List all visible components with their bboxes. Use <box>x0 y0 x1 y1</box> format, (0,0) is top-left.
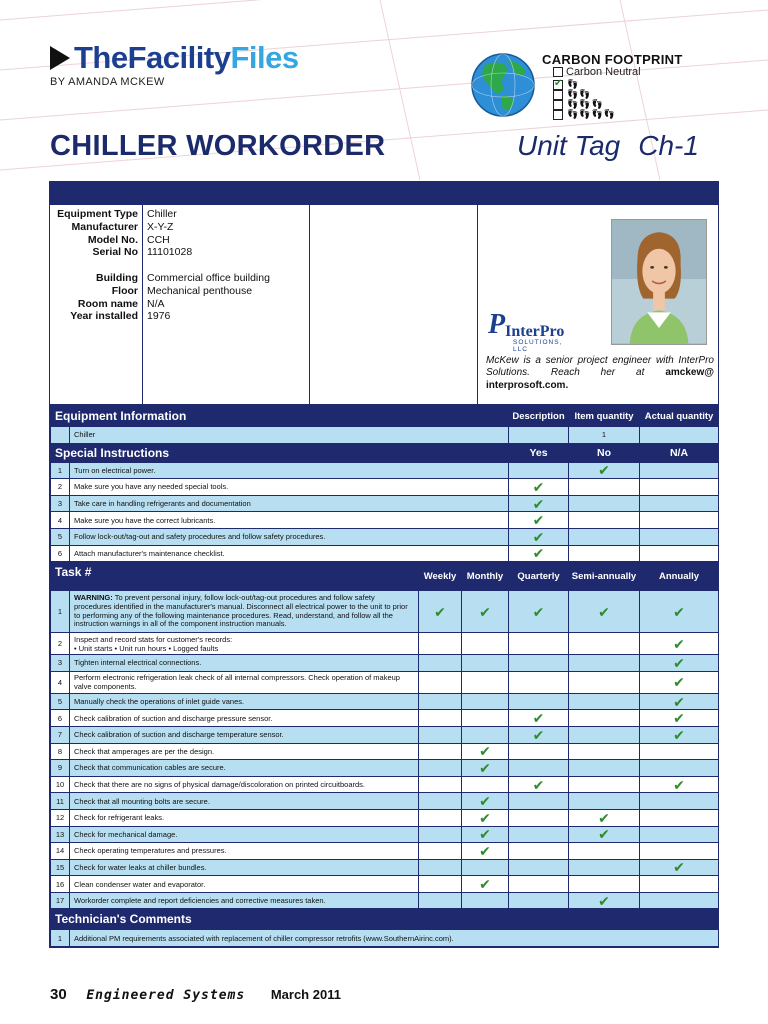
task-check-cell <box>419 726 462 743</box>
interpro-sub: SOLUTIONS, LLC <box>513 339 563 353</box>
instruction-text: Make sure you have any needed special tools. <box>70 479 509 496</box>
instruction-na-cell <box>640 479 719 496</box>
value-equipment-type: Chiller <box>147 208 177 220</box>
globe-icon <box>470 52 536 118</box>
task-check-cell: ✔ <box>462 826 509 843</box>
brand-part-2: Facility <box>127 40 231 75</box>
task-number: 1 <box>51 591 70 633</box>
task-check-cell: ✔ <box>640 633 719 655</box>
task-check-cell <box>462 892 509 909</box>
task-row <box>51 671 719 693</box>
task-check-cell <box>569 633 640 655</box>
task-check-cell: ✔ <box>640 859 719 876</box>
task-number: 11 <box>51 793 70 810</box>
instruction-na-cell <box>640 528 719 545</box>
task-check-cell: ✔ <box>640 591 719 633</box>
instruction-number: 6 <box>51 545 70 562</box>
instruction-number: 1 <box>51 462 70 479</box>
task-check-cell <box>419 693 462 710</box>
task-check-cell <box>569 710 640 727</box>
task-check-cell <box>509 859 569 876</box>
instruction-na-cell <box>640 512 719 529</box>
byline: BY AMANDA MCKEW <box>50 76 165 88</box>
task-check-cell: ✔ <box>462 843 509 860</box>
task-text: Clean condenser water and evaporator. <box>70 876 419 893</box>
instruction-row <box>51 512 719 529</box>
comment-number: 1 <box>51 930 70 947</box>
equipment-details <box>50 205 718 405</box>
task-check-cell <box>462 710 509 727</box>
bio-text: McKew is a senior project engineer with InterPro Solutions. Reach her at <box>486 355 714 379</box>
equipment-row <box>51 427 719 444</box>
unit-tag-label: Unit Tag <box>517 130 621 161</box>
task-text: Check that amperages are per the design. <box>70 743 419 760</box>
label-manufacturer: Manufacturer <box>71 220 138 233</box>
task-check-cell <box>569 859 640 876</box>
task-text: Check that communication cables are secure. <box>70 760 419 777</box>
instruction-number: 4 <box>51 512 70 529</box>
task-check-cell: ✔ <box>640 776 719 793</box>
task-check-cell: ✔ <box>640 710 719 727</box>
interpro-name: InterPro <box>505 323 565 340</box>
task-number: 9 <box>51 760 70 777</box>
task-check-cell <box>509 892 569 909</box>
task-text: Check for mechanical damage. <box>70 826 419 843</box>
task-check-cell <box>509 760 569 777</box>
task-check-cell: ✔ <box>509 710 569 727</box>
task-check-cell <box>569 671 640 693</box>
value-room-name: N/A <box>147 297 165 310</box>
label-floor: Floor <box>111 284 138 297</box>
task-number: 8 <box>51 743 70 760</box>
interpro-mark: P <box>488 309 506 340</box>
footprint-icon: 👣 <box>591 109 603 119</box>
instruction-yes-cell: ✔ <box>509 528 569 545</box>
task-check-cell <box>462 671 509 693</box>
task-text: Check operating temperatures and pressures. <box>70 843 419 860</box>
task-row <box>51 859 719 876</box>
task-number: 14 <box>51 843 70 860</box>
instruction-no-cell <box>569 495 640 512</box>
task-check-cell <box>462 655 509 672</box>
checkbox-icon <box>553 100 563 110</box>
task-row <box>51 843 719 860</box>
task-check-cell <box>569 876 640 893</box>
task-check-cell <box>640 743 719 760</box>
instruction-no-cell: ✔ <box>569 462 640 479</box>
footprint-icon: 👣 <box>579 89 591 99</box>
task-header <box>51 562 719 591</box>
task-number: 10 <box>51 776 70 793</box>
task-check-cell <box>462 726 509 743</box>
workorder-form <box>49 181 719 948</box>
task-text: Check for water leaks at chiller bundles. <box>70 859 419 876</box>
instruction-number: 3 <box>51 495 70 512</box>
footprint-icon: 👣 <box>567 89 579 99</box>
task-text <box>70 633 419 655</box>
author-photo <box>611 219 707 345</box>
task-number: 15 <box>51 859 70 876</box>
task-check-cell: ✔ <box>462 809 509 826</box>
author-bio <box>486 355 714 392</box>
task-check-cell <box>640 826 719 843</box>
task-check-cell <box>419 760 462 777</box>
task-check-cell <box>419 876 462 893</box>
task-check-cell <box>509 876 569 893</box>
workorder-table <box>50 405 719 947</box>
task-check-cell: ✔ <box>640 655 719 672</box>
value-building: Commercial office building <box>147 271 270 284</box>
task-check-cell <box>640 760 719 777</box>
task-text: Check calibration of suction and discharge pressure sensor. <box>70 710 419 727</box>
warning-text: To prevent personal injury, follow lock-out/tag-out procedures and follow safety procedures identified in the manufacturer's manual. Disconnect all electrical power to the unit to prior to performing any of the following maintenance procedures. Read, understand, and follow all the instruction warnings in all of the component instruction manuals. <box>74 593 408 629</box>
value-model-no: CCH <box>147 233 170 246</box>
task-check-cell <box>509 671 569 693</box>
warning-label: WARNING: <box>74 593 113 603</box>
task-row <box>51 591 719 633</box>
instruction-number: 5 <box>51 528 70 545</box>
value-floor: Mechanical penthouse <box>147 284 253 297</box>
task-check-cell: ✔ <box>569 892 640 909</box>
task-title: Task # <box>51 562 419 591</box>
task-check-cell: ✔ <box>569 809 640 826</box>
task-check-cell <box>640 843 719 860</box>
unit-tag <box>517 130 699 162</box>
task-check-cell <box>419 655 462 672</box>
col-quarterly: Quarterly <box>509 562 569 591</box>
comment-row <box>51 930 719 947</box>
value-year-installed: 1976 <box>147 310 171 323</box>
special-instructions-header <box>51 443 719 462</box>
task-check-cell <box>419 633 462 655</box>
task-row <box>51 826 719 843</box>
checkbox-icon <box>553 67 563 77</box>
task-row <box>51 809 719 826</box>
task-row <box>51 876 719 893</box>
task-check-cell <box>419 776 462 793</box>
instruction-no-cell <box>569 512 640 529</box>
footprint-icon: 👣 <box>579 99 591 109</box>
task-check-cell: ✔ <box>462 591 509 633</box>
task-number: 2 <box>51 633 70 655</box>
task-row <box>51 693 719 710</box>
instruction-text: Attach manufacturer's maintenance checklist. <box>70 545 509 562</box>
task-text: Tighten internal electrical connections. <box>70 655 419 672</box>
page-title: CHILLER WORKORDER <box>50 130 386 162</box>
task-check-cell: ✔ <box>462 743 509 760</box>
brand-logo <box>50 40 299 76</box>
instruction-text: Turn on electrical power. <box>70 462 509 479</box>
task-check-cell <box>569 760 640 777</box>
footprint-icon: 👣 <box>603 109 615 119</box>
task-check-cell: ✔ <box>640 671 719 693</box>
label-model-no: Model No. <box>87 233 138 246</box>
col-na: N/A <box>640 443 719 462</box>
task-number: 16 <box>51 876 70 893</box>
instruction-yes-cell: ✔ <box>509 495 569 512</box>
task-row <box>51 760 719 777</box>
comment-text: Additional PM requirements associated with replacement of chiller compressor retrofits (www.SouthernAirinc.com). <box>70 930 719 947</box>
task-check-cell <box>419 710 462 727</box>
col-no: No <box>569 443 640 462</box>
task-number: 12 <box>51 809 70 826</box>
brand-part-3: Files <box>230 40 299 75</box>
task-check-cell: ✔ <box>640 693 719 710</box>
task-check-cell <box>419 671 462 693</box>
task-number: 3 <box>51 655 70 672</box>
task-check-cell: ✔ <box>462 793 509 810</box>
task-text: Perform electronic refrigeration leak check of all internal compressors. Check operation of makeup valve components. <box>70 671 419 693</box>
task-check-cell <box>509 843 569 860</box>
task-number: 17 <box>51 892 70 909</box>
instruction-row <box>51 545 719 562</box>
task-text-line-2: • Unit starts • Unit run hours • Logged faults <box>74 643 219 653</box>
col-actual-quantity: Actual quantity <box>640 406 719 427</box>
form-top-bar <box>50 182 718 205</box>
equipment-info-title: Equipment Information <box>51 406 509 427</box>
details-labels <box>50 205 143 404</box>
instruction-text: Take care in handling refrigerants and documentation <box>70 495 509 512</box>
equipment-row-actual-qty <box>640 427 719 444</box>
task-check-cell <box>462 693 509 710</box>
label-equipment-type: Equipment Type <box>57 208 138 220</box>
task-check-cell: ✔ <box>640 726 719 743</box>
task-check-cell: ✔ <box>569 826 640 843</box>
instruction-na-cell <box>640 545 719 562</box>
task-text: Check that all mounting bolts are secure. <box>70 793 419 810</box>
instruction-row <box>51 528 719 545</box>
task-check-cell <box>509 633 569 655</box>
special-instructions-title: Special Instructions <box>51 443 509 462</box>
task-text <box>70 591 419 633</box>
instruction-yes-cell: ✔ <box>509 545 569 562</box>
task-number: 13 <box>51 826 70 843</box>
task-check-cell <box>419 843 462 860</box>
task-text: Check calibration of suction and discharge temperature sensor. <box>70 726 419 743</box>
footprint-icon: 👣 <box>567 109 579 119</box>
instruction-no-cell <box>569 479 640 496</box>
instruction-yes-cell: ✔ <box>509 512 569 529</box>
label-year-installed: Year installed <box>70 310 138 323</box>
task-text-line-1: Inspect and record stats for customer's records: <box>74 634 233 644</box>
task-check-cell <box>509 743 569 760</box>
instruction-number: 2 <box>51 479 70 496</box>
task-row <box>51 655 719 672</box>
task-check-cell <box>462 776 509 793</box>
footprint-icon: 👣 <box>579 109 591 119</box>
task-check-cell <box>569 726 640 743</box>
task-row <box>51 892 719 909</box>
unit-tag-value: Ch-1 <box>638 130 699 161</box>
task-text: Check for refrigerant leaks. <box>70 809 419 826</box>
instruction-na-cell <box>640 462 719 479</box>
equipment-row-item-qty: 1 <box>569 427 640 444</box>
task-check-cell <box>569 693 640 710</box>
task-row <box>51 633 719 655</box>
task-row <box>51 776 719 793</box>
task-check-cell <box>509 809 569 826</box>
carbon-row <box>553 109 615 120</box>
task-row <box>51 793 719 810</box>
label-building: Building <box>96 271 138 284</box>
author-profile <box>478 205 718 404</box>
task-row <box>51 710 719 727</box>
task-check-cell <box>509 693 569 710</box>
magazine-name: Engineered Systems <box>86 988 246 1003</box>
instruction-row <box>51 495 719 512</box>
value-manufacturer: X-Y-Z <box>147 220 174 233</box>
instruction-na-cell <box>640 495 719 512</box>
task-check-cell <box>419 892 462 909</box>
task-check-cell <box>569 655 640 672</box>
task-text: Check that there are no signs of physical damage/discoloration on printed circuitboards. <box>70 776 419 793</box>
instruction-row <box>51 462 719 479</box>
task-check-cell: ✔ <box>419 591 462 633</box>
task-check-cell <box>419 743 462 760</box>
equipment-row-blank <box>51 427 70 444</box>
task-text: Workorder complete and report deficiencies and corrective measures taken. <box>70 892 419 909</box>
task-check-cell: ✔ <box>509 591 569 633</box>
task-text: Manually check the operations of inlet guide vanes. <box>70 693 419 710</box>
task-check-cell <box>509 826 569 843</box>
equipment-info-header <box>51 406 719 427</box>
task-check-cell <box>462 859 509 876</box>
equipment-row-name: Chiller <box>70 427 509 444</box>
task-number: 5 <box>51 693 70 710</box>
play-arrow-icon <box>50 46 70 70</box>
equipment-row-description <box>509 427 569 444</box>
task-check-cell <box>640 876 719 893</box>
footprint-icon: 👣 <box>591 99 603 109</box>
details-values <box>143 205 310 404</box>
task-row <box>51 726 719 743</box>
instruction-row <box>51 479 719 496</box>
col-item-quantity: Item quantity <box>569 406 640 427</box>
col-yes: Yes <box>509 443 569 462</box>
task-check-cell <box>419 826 462 843</box>
page-number: 30 <box>50 986 67 1003</box>
task-check-cell: ✔ <box>569 591 640 633</box>
technician-comments-title: Technician's Comments <box>51 909 719 930</box>
instruction-text: Make sure you have the correct lubricants. <box>70 512 509 529</box>
task-check-cell <box>419 859 462 876</box>
carbon-neutral-label: Carbon Neutral <box>566 66 641 78</box>
instruction-yes-cell: ✔ <box>509 479 569 496</box>
task-check-cell <box>419 809 462 826</box>
col-semiannually: Semi-annually <box>569 562 640 591</box>
task-check-cell <box>569 743 640 760</box>
instruction-text: Follow lock-out/tag-out and safety procedures and follow safety procedures. <box>70 528 509 545</box>
technician-comments-header <box>51 909 719 930</box>
footprint-icon: 👣 <box>567 79 579 89</box>
instruction-no-cell <box>569 528 640 545</box>
task-check-cell: ✔ <box>509 726 569 743</box>
task-number: 4 <box>51 671 70 693</box>
bio-email: amckew@ interprosoft.com. <box>486 367 714 391</box>
col-description: Description <box>509 406 569 427</box>
col-weekly: Weekly <box>419 562 462 591</box>
task-check-cell <box>569 793 640 810</box>
carbon-row <box>553 66 641 78</box>
footprint-icon: 👣 <box>567 99 579 109</box>
checkbox-icon <box>553 110 563 120</box>
task-row <box>51 743 719 760</box>
task-check-cell <box>569 843 640 860</box>
blank-cell <box>310 205 478 404</box>
interpro-logo <box>488 309 565 353</box>
checked-box-icon <box>553 80 563 90</box>
task-check-cell <box>509 793 569 810</box>
col-annually: Annually <box>640 562 719 591</box>
task-check-cell <box>462 633 509 655</box>
task-check-cell: ✔ <box>462 876 509 893</box>
value-serial-no: 11101028 <box>147 246 193 259</box>
task-check-cell: ✔ <box>462 760 509 777</box>
instruction-yes-cell <box>509 462 569 479</box>
carbon-footprint-title: CARBON FOOTPRINT <box>542 52 683 67</box>
task-number: 6 <box>51 710 70 727</box>
label-serial-no: Serial No <box>92 246 138 259</box>
label-room-name: Room name <box>77 297 138 310</box>
page-footer <box>50 986 341 1003</box>
task-check-cell <box>640 809 719 826</box>
task-check-cell <box>509 655 569 672</box>
brand-part-1: The <box>74 40 128 75</box>
task-check-cell <box>640 793 719 810</box>
instruction-no-cell <box>569 545 640 562</box>
task-number: 7 <box>51 726 70 743</box>
task-check-cell <box>419 793 462 810</box>
checkbox-icon <box>553 90 563 100</box>
task-check-cell <box>640 892 719 909</box>
col-monthly: Monthly <box>462 562 509 591</box>
task-check-cell <box>569 776 640 793</box>
issue-date: March 2011 <box>270 987 341 1002</box>
task-check-cell: ✔ <box>509 776 569 793</box>
